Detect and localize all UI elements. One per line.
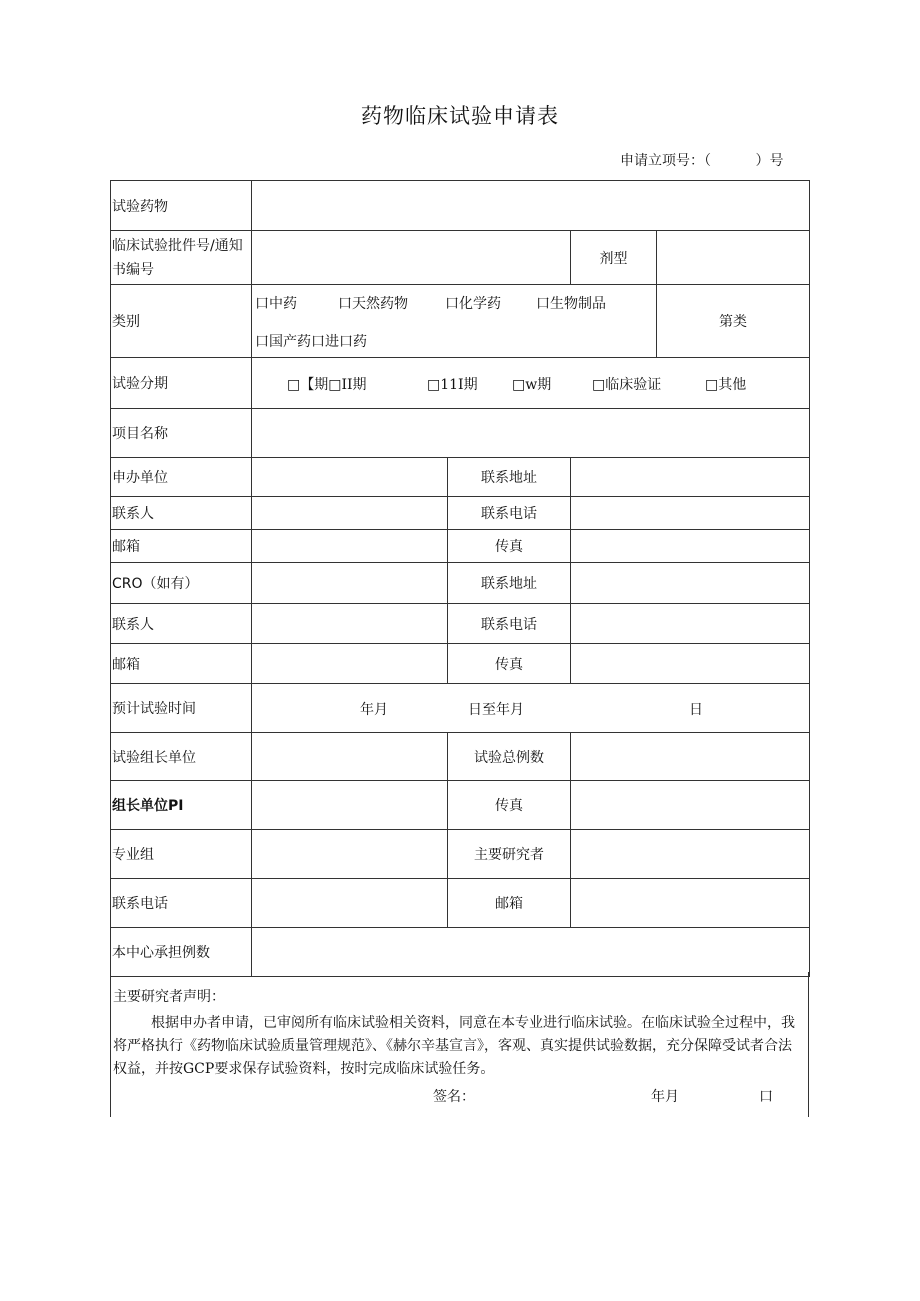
label-sponsor-phone: 联系电话 <box>448 497 571 530</box>
label-dosage-form: 剂型 <box>571 231 657 285</box>
form-title: 药物临床试验申请表 <box>361 104 559 128</box>
application-number <box>620 150 784 170</box>
label-sponsor-email: 邮箱 <box>111 530 252 563</box>
field-sponsor-contact[interactable] <box>252 497 448 530</box>
label-sponsor-contact: 联系人 <box>111 497 252 530</box>
checkbox-origin[interactable]: 口国产药口进口药 <box>255 334 367 350</box>
label-email: 邮箱 <box>448 879 571 928</box>
label-center-cases: 本中心承担例数 <box>111 928 252 977</box>
field-sponsor-phone[interactable] <box>571 497 810 530</box>
label-drug: 试验药物 <box>111 181 252 231</box>
label-sponsor-address: 联系地址 <box>448 458 571 497</box>
investigator-statement <box>110 972 809 1117</box>
checkbox-phase-1-2[interactable]: □【期□II期 <box>287 377 367 393</box>
field-cro-email[interactable] <box>252 644 448 684</box>
checkbox-natural[interactable]: 口天然药物 <box>338 296 408 312</box>
label-lead-unit: 试验组长单位 <box>111 733 252 781</box>
checkbox-biological[interactable]: 口生物制品 <box>536 296 606 312</box>
field-project-name[interactable] <box>252 409 810 458</box>
field-sponsor-address[interactable] <box>571 458 810 497</box>
field-cro-address[interactable] <box>571 563 810 604</box>
field-sponsor-email[interactable] <box>252 530 448 563</box>
field-sponsor-fax[interactable] <box>571 530 810 563</box>
time-end-day: 日 <box>689 702 703 718</box>
checkbox-tcm[interactable]: 口中药 <box>255 296 297 312</box>
application-number-blank[interactable] <box>711 153 756 169</box>
application-number-suffix: ）号 <box>755 153 784 169</box>
field-sponsor[interactable] <box>252 458 448 497</box>
signature-field[interactable] <box>477 1086 637 1104</box>
label-lead-pi: 组长单位PI <box>111 781 252 830</box>
time-end-year-month: 日至年月 <box>468 702 524 718</box>
label-expected-time: 预计试验时间 <box>111 684 252 733</box>
application-number-prefix: 申请立项号：（ <box>620 153 711 169</box>
label-approval-no: 临床试验批件号/通知书编号 <box>111 231 252 285</box>
field-email[interactable] <box>571 879 810 928</box>
field-specialty[interactable] <box>252 830 448 879</box>
field-total-cases[interactable] <box>571 733 810 781</box>
checkbox-phase-3[interactable]: □11I期 <box>427 377 478 393</box>
application-table <box>110 180 810 977</box>
field-category-class[interactable]: 第类 <box>657 285 810 358</box>
label-cro-contact: 联系人 <box>111 604 252 644</box>
field-lead-fax[interactable] <box>571 781 810 830</box>
field-drug[interactable] <box>252 181 810 231</box>
checkbox-chemical[interactable]: 口化学药 <box>445 296 501 312</box>
label-cro-email: 邮箱 <box>111 644 252 684</box>
field-expected-time[interactable] <box>252 684 810 733</box>
label-phase: 试验分期 <box>111 358 252 409</box>
label-cro-phone: 联系电话 <box>448 604 571 644</box>
label-sponsor-fax: 传真 <box>448 530 571 563</box>
time-start-year-month: 年月 <box>360 702 388 718</box>
sign-date-year-month: 年月 <box>651 1089 679 1105</box>
field-cro-contact[interactable] <box>252 604 448 644</box>
label-main-investigator: 主要研究者 <box>448 830 571 879</box>
checkbox-clinical-validation[interactable]: □临床验证 <box>592 377 662 393</box>
label-sponsor: 申办单位 <box>111 458 252 497</box>
field-lead-pi[interactable] <box>252 781 448 830</box>
field-center-cases[interactable] <box>252 928 810 977</box>
label-cro-address: 联系地址 <box>448 563 571 604</box>
sign-date-day: 口 <box>759 1089 773 1105</box>
category-options <box>252 285 657 358</box>
field-cro[interactable] <box>252 563 448 604</box>
label-contact-phone: 联系电话 <box>111 879 252 928</box>
label-total-cases: 试验总例数 <box>448 733 571 781</box>
field-contact-phone[interactable] <box>252 879 448 928</box>
checkbox-phase-4[interactable]: □w期 <box>512 377 552 393</box>
label-specialty: 专业组 <box>111 830 252 879</box>
field-cro-phone[interactable] <box>571 604 810 644</box>
signature-label: 签名： <box>433 1089 475 1105</box>
field-approval-no[interactable] <box>252 231 571 285</box>
label-cro-fax: 传真 <box>448 644 571 684</box>
statement-body: 根据申办者申请，已审阅所有临床试验相关资料，同意在本专业进行临床试验。在临床试验全过程中，我将严格执行《药物临床试验质量管理规范》、《赫尔辛基宣言》，客观、真实提供试验数据，充分保障受试者合法权益，并按GCP要求保存试验资料，按时完成临床试验任务。 <box>113 1015 795 1077</box>
label-category: 类别 <box>111 285 252 358</box>
field-cro-fax[interactable] <box>571 644 810 684</box>
label-cro: CRO（如有） <box>111 563 252 604</box>
field-lead-unit[interactable] <box>252 733 448 781</box>
checkbox-other[interactable]: □其他 <box>705 377 747 393</box>
label-lead-fax: 传真 <box>448 781 571 830</box>
field-dosage-form[interactable] <box>657 231 810 285</box>
statement-heading: 主要研究者声明： <box>113 989 225 1005</box>
field-main-investigator[interactable] <box>571 830 810 879</box>
phase-options <box>252 358 810 409</box>
label-project-name: 项目名称 <box>111 409 252 458</box>
